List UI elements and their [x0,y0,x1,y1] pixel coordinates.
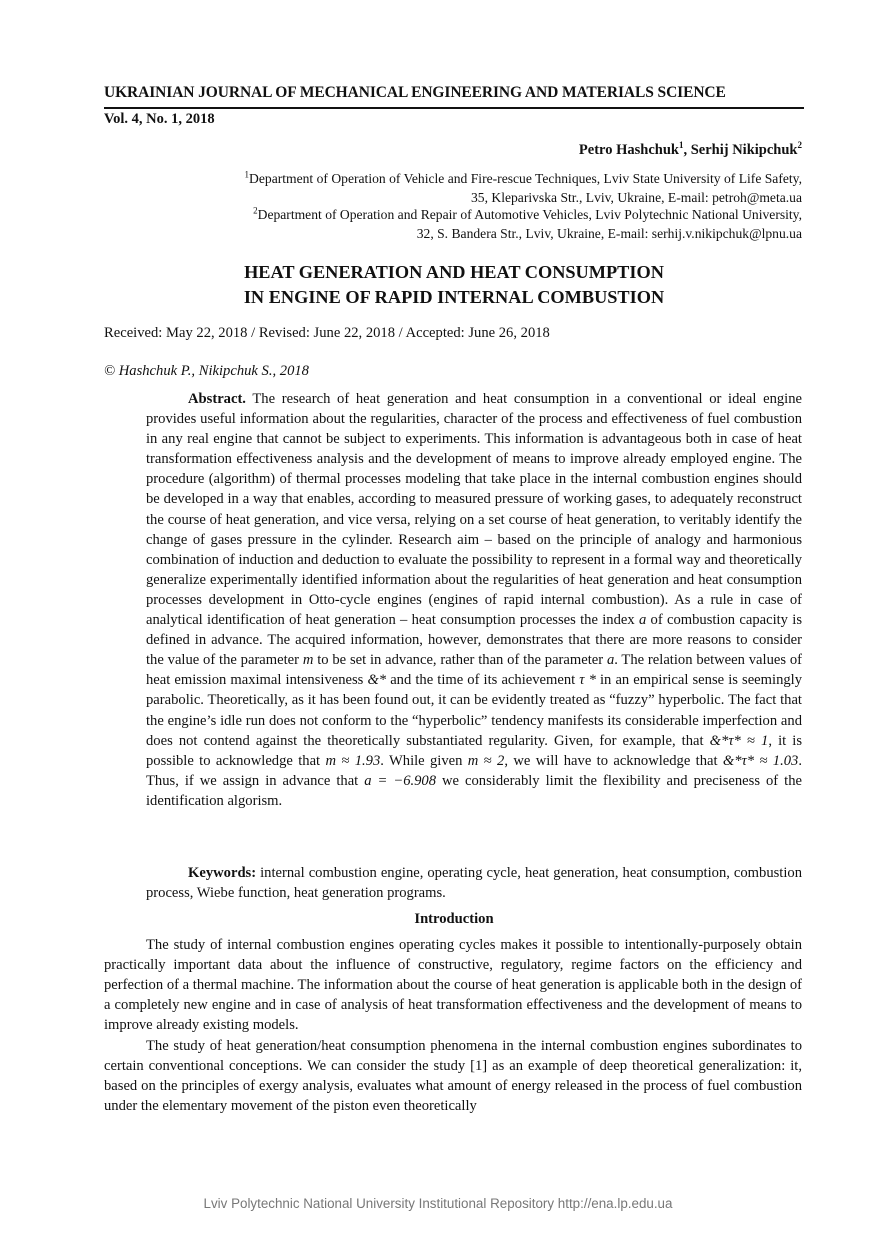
variable-a: a [606,652,615,669]
abstract-label: Abstract. [188,391,246,407]
equation: m ≈ 1.93 [325,752,381,769]
affil-mark: 1 [244,169,250,180]
title-line: HEAT GENERATION AND HEAT CONSUMPTION [244,262,664,282]
affiliation-line: $^2$Department of Operation and Repair of Automotive Vehicles, Lviv Polytechnic National University, [253,205,802,222]
affiliation-line: 32, S. Bandera Str., Lviv, Ukraine, E-mail: serhij.v.nikipchuk@lpnu.ua [416,226,802,241]
author-name: Petro Hashchuk [578,142,679,158]
keywords-label: Keywords: [188,865,257,881]
repository-footer: Lviv Polytechnic National University Institutional Repository http://ena.lp.edu.ua [203,1196,673,1211]
equation: a = −6.908 [364,772,437,789]
paper-title [104,260,804,310]
variable-a: a [638,612,647,629]
equation: &*τ* ≈ 1 [709,732,769,749]
symbol-max-intensity: &* [367,672,387,689]
journal-title: UKRAINIAN JOURNAL OF MECHANICAL ENGINEERING AND MATERIALS SCIENCE [104,84,726,101]
title-line: IN ENGINE OF RAPID INTERNAL COMBUSTION [243,287,665,307]
keywords-paragraph [146,863,802,903]
section-heading: Introduction [414,911,494,927]
abstract-paragraph: Abstract. The research of heat generation and heat consumption in a conventional or ideal engine provides useful information about the regularities, character of the process and effectiveness of fuel combustion in any real engine that cannot be subject to experiments. This information is advantageous both in case of heat transformation effectiveness analysis and the development of means to improve already employed engine. The procedure (algorithm) of thermal processes modeling that take place in the internal combustion engines should be developed in a way that enables, according to measured pressure of working gases, to adequately reconstruct the course of heat generation, and vice versa, relying on a set course of heat generation, to veritably identify the change of gases pressure in the cylinder. Research aim – based on the principle of analogy and harmonious combination of induction and deduction to evaluate the possibility to represent in a formal way and theoretically generalize experimentally identified information about the regularities of heat generation and heat consumption processes development in Otto-cycle engines (engines of rapid internal combustion). As a rule in case of analytical identification of heat generation – heat consumption processes the index a of combustion capacity is defined in advance. The acquired information, however, demonstrates that there are more reasons to consider the value of the parameter m to be set in advance, rather than of the parameter a. The relation between values of heat emission maximal intensiveness &* and the time of its achievement τ * in an empirical sense is seemingly parabolic. Theoretically, as it has been found out, it can be evidently treated as “fuzzy” hyperbolic. The fact that the engine’s idle run does not conform to the “hyperbolic” tendency manifests its considerable imperfection and does not contend against the theoretically substantiated regularity. Given, for example, that &*τ* ≈ 1, it is possible to acknowledge that m ≈ 1.93. While given m ≈ 2, we will have to acknowledge that &*τ* ≈ 1.03. Thus, if we assign in advance that a = −6.908 we considerably limit the flexibility and preciseness of the identification algorism. [146,391,803,809]
affiliation [162,205,802,243]
body-paragraph: The study of heat generation/heat consumption phenomena in the internal combustion engines subordinates to certain conventional conceptions. We can consider the study [1] as an example of deep theoretical generalization: it, based on the principles of exergy analysis, evaluates what amount of energy released in the process of fuel combustion under the elementary movement of the piston even theoretically [104,1038,802,1115]
header-rule [104,107,804,109]
author-name: Serhij Nikipchuk [690,142,798,158]
submission-dates: Received: May 22, 2018 / Revised: June 22, 2018 / Accepted: June 26, 2018 [104,325,550,341]
symbol-tau: τ * [579,672,596,689]
affiliation-line: $^1$Department of Operation of Vehicle and Fire-rescue Techniques, Lviv State University of Life Safety, [244,169,802,186]
affiliation-line: 35, Kleparivska Str., Lviv, Ukraine, E-mail: petroh@meta.ua [470,190,802,205]
copyright-notice: © Hashchuk P., Nikipchuk S., 2018 [104,363,309,379]
keywords-text: internal combustion engine, operating cycle, heat generation, heat consumption, combustion process, Wiebe function, heat generation programs. [146,865,802,902]
author-separator: , [683,142,691,158]
affiliation [162,169,802,207]
body-paragraph: The study of internal combustion engines operating cycles makes it possible to intentionally-purposely obtain practically important data about the influence of constructive, regulatory, regime factors on the efficiency and perfection of a thermal machine. The information about the course of heat generation is applicable both in the design of a completely new engine and in case of analysis of heat transformation effectiveness and the development of means to improve already existing models. [104,937,802,1034]
equation: &*τ* ≈ 1.03 [722,752,799,769]
author-affil-mark: 1 [678,140,684,151]
volume-issue: Vol. 4, No. 1, 2018 [104,111,215,127]
affil-mark: 2 [253,205,258,216]
author-list [579,142,802,159]
variable-m: m [302,652,314,669]
equation: m ≈ 2 [467,752,505,769]
author-affil-mark: 2 [797,140,802,151]
